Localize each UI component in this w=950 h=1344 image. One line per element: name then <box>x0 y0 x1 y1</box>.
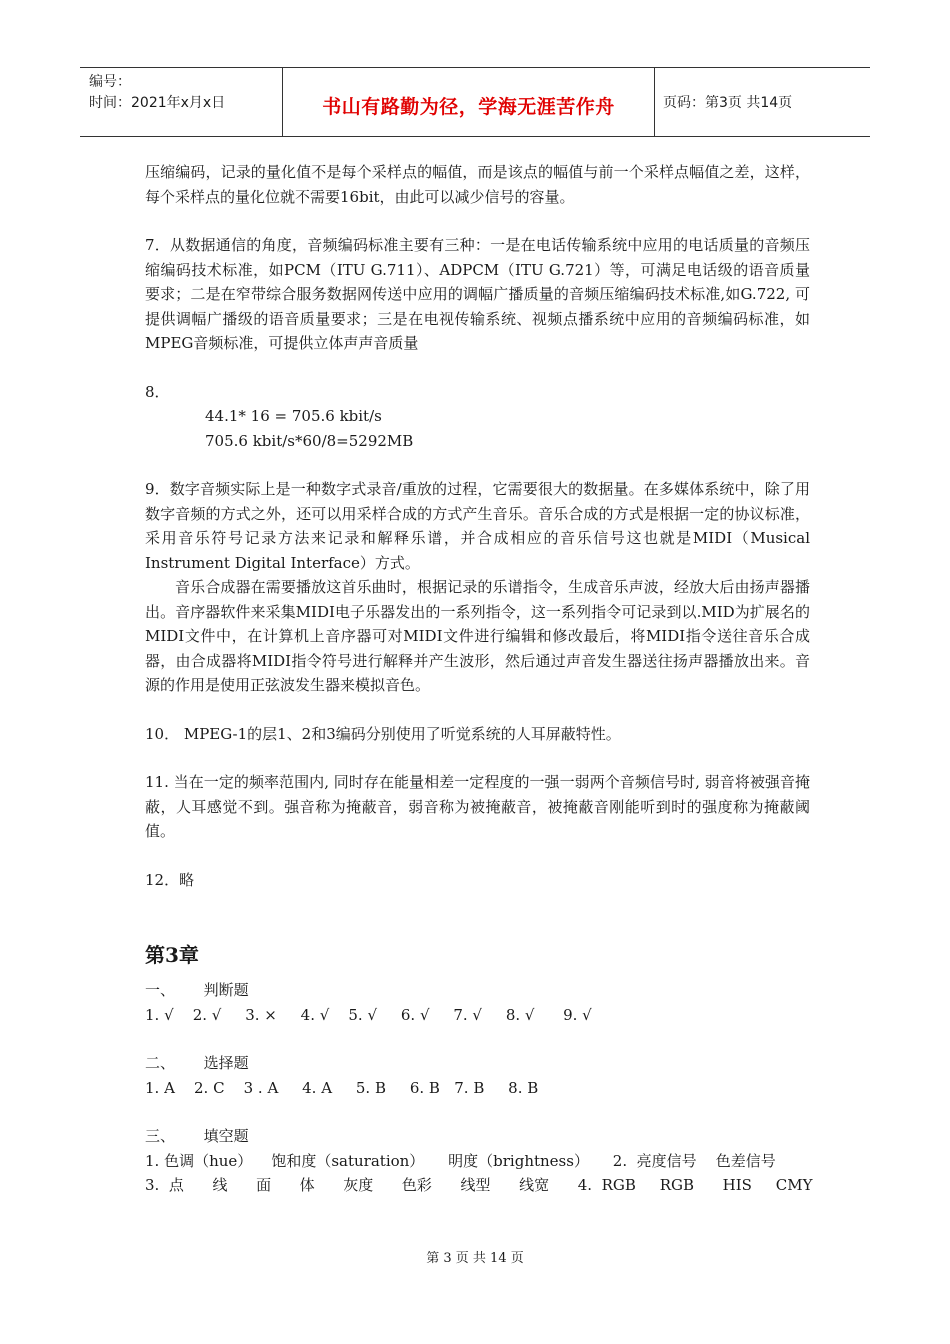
section-1-answers: 1. √ 2. √ 3. × 4. √ 5. √ 6. √ 7. √ 8. √ 9. √ <box>145 1005 592 1024</box>
header-motto: 书山有路勤为径，学海无涯苦作舟 <box>282 68 655 136</box>
section-3-title: 三、 填空题 <box>145 1127 249 1145</box>
paragraph-7: 7．从数据通信的角度，音频编码标准主要有三种：一是在电话传输系统中应用的电话质量的音频压缩编码技术标准，如PCM（ITU G.711）、ADPCM（ITU G.721）等，可满足电话级的语音质量要求；二是在窄带综合服务数据网传送中应用的调幅广播质量的音频压缩编码技术标准,如G.722, 可提供调幅广播级的语音质量要求；三是在电视传输系统、视频点播系统中应用的音频编码标准，如MPEG音频标准，可提供立体声声音质量 <box>145 236 810 352</box>
formula-line-1: 44.1* 16 = 705.6 kbit/s <box>205 407 382 425</box>
number-label: 编号： <box>89 74 131 90</box>
paragraph-10: 10． MPEG-1的层1、2和3编码分别使用了听觉系统的人耳屏蔽特性。 <box>145 724 621 743</box>
paragraph-9b: 音乐合成器在需要播放这首乐曲时，根据记录的乐谱指令，生成音乐声波，经放大后由扬声器播出。音序器软件来采集MIDI电子乐器发出的一系列指令，这一系列指令可记录到以.MID为扩展名的MIDI文件中，在计算机上音序器可对MIDI文件进行编辑和修改最后，将MIDI指令送往音乐合成器，由合成器将MIDI指令符号进行解释并产生波形，然后通过声音发生器送往扬声器播放出来。音源的作用是使用正弦波发生器来模拟音色。 <box>145 578 810 694</box>
section-3-line-2: 3. 点 线 面 体 灰度 色彩 线型 线宽 4. RGB RGB HIS CMY <box>145 1176 813 1194</box>
paragraph-8-label: 8． <box>145 382 170 401</box>
page-header <box>80 67 870 137</box>
header-page-info: 页码：第3页 共14页 <box>663 95 793 111</box>
paragraph-9a: 9．数字音频实际上是一种数字式录音/重放的过程，它需要很大的数据量。在多媒体系统中，除了用数字音频的方式之外，还可以用采样合成的方式产生音乐。音乐合成的方式是根据一定的协议标准，采用音乐符号记录方法来记录和解释乐谱，并合成相应的音乐信号这也就是MIDI（Musical Instrument Digital Interface）方式。 <box>145 480 810 572</box>
paragraph-11: 11. 当在一定的频率范围内, 同时存在能量相差一定程度的一强一弱两个音频信号时, 弱音将被强音掩蔽，人耳感觉不到。强音称为掩蔽音，弱音称为被掩蔽音，被掩蔽音刚能听到时的强度称为掩蔽阈值。 <box>145 773 810 840</box>
paragraph-6-continued: 压缩编码，记录的量化值不是每个采样点的幅值，而是该点的幅值与前一个采样点幅值之差，这样，每个采样点的量化位就不需要16bit，由此可以减少信号的容量。 <box>145 163 810 206</box>
page-footer: 第 3 页 共 14 页 <box>426 1251 524 1266</box>
formula-line-2: 705.6 kbit/s*60/8=5292MB <box>205 431 414 450</box>
document-body <box>145 160 813 1198</box>
section-2-answers: 1. A 2. C 3 . A 4. A 5. B 6. B 7. B 8. B <box>145 1078 539 1097</box>
section-1-title: 一、 判断题 <box>145 981 249 999</box>
section-2-title: 二、 选择题 <box>145 1054 249 1072</box>
header-meta <box>80 68 282 136</box>
paragraph-12: 12．略 <box>145 870 195 889</box>
time-label: 时间：2021年x月x日 <box>89 95 226 111</box>
chapter-title: 第3章 <box>145 943 199 967</box>
section-3-line-1: 1. 色调（hue） 饱和度（saturation） 明度（brightness） 2. 亮度信号 色差信号 <box>145 1151 776 1170</box>
